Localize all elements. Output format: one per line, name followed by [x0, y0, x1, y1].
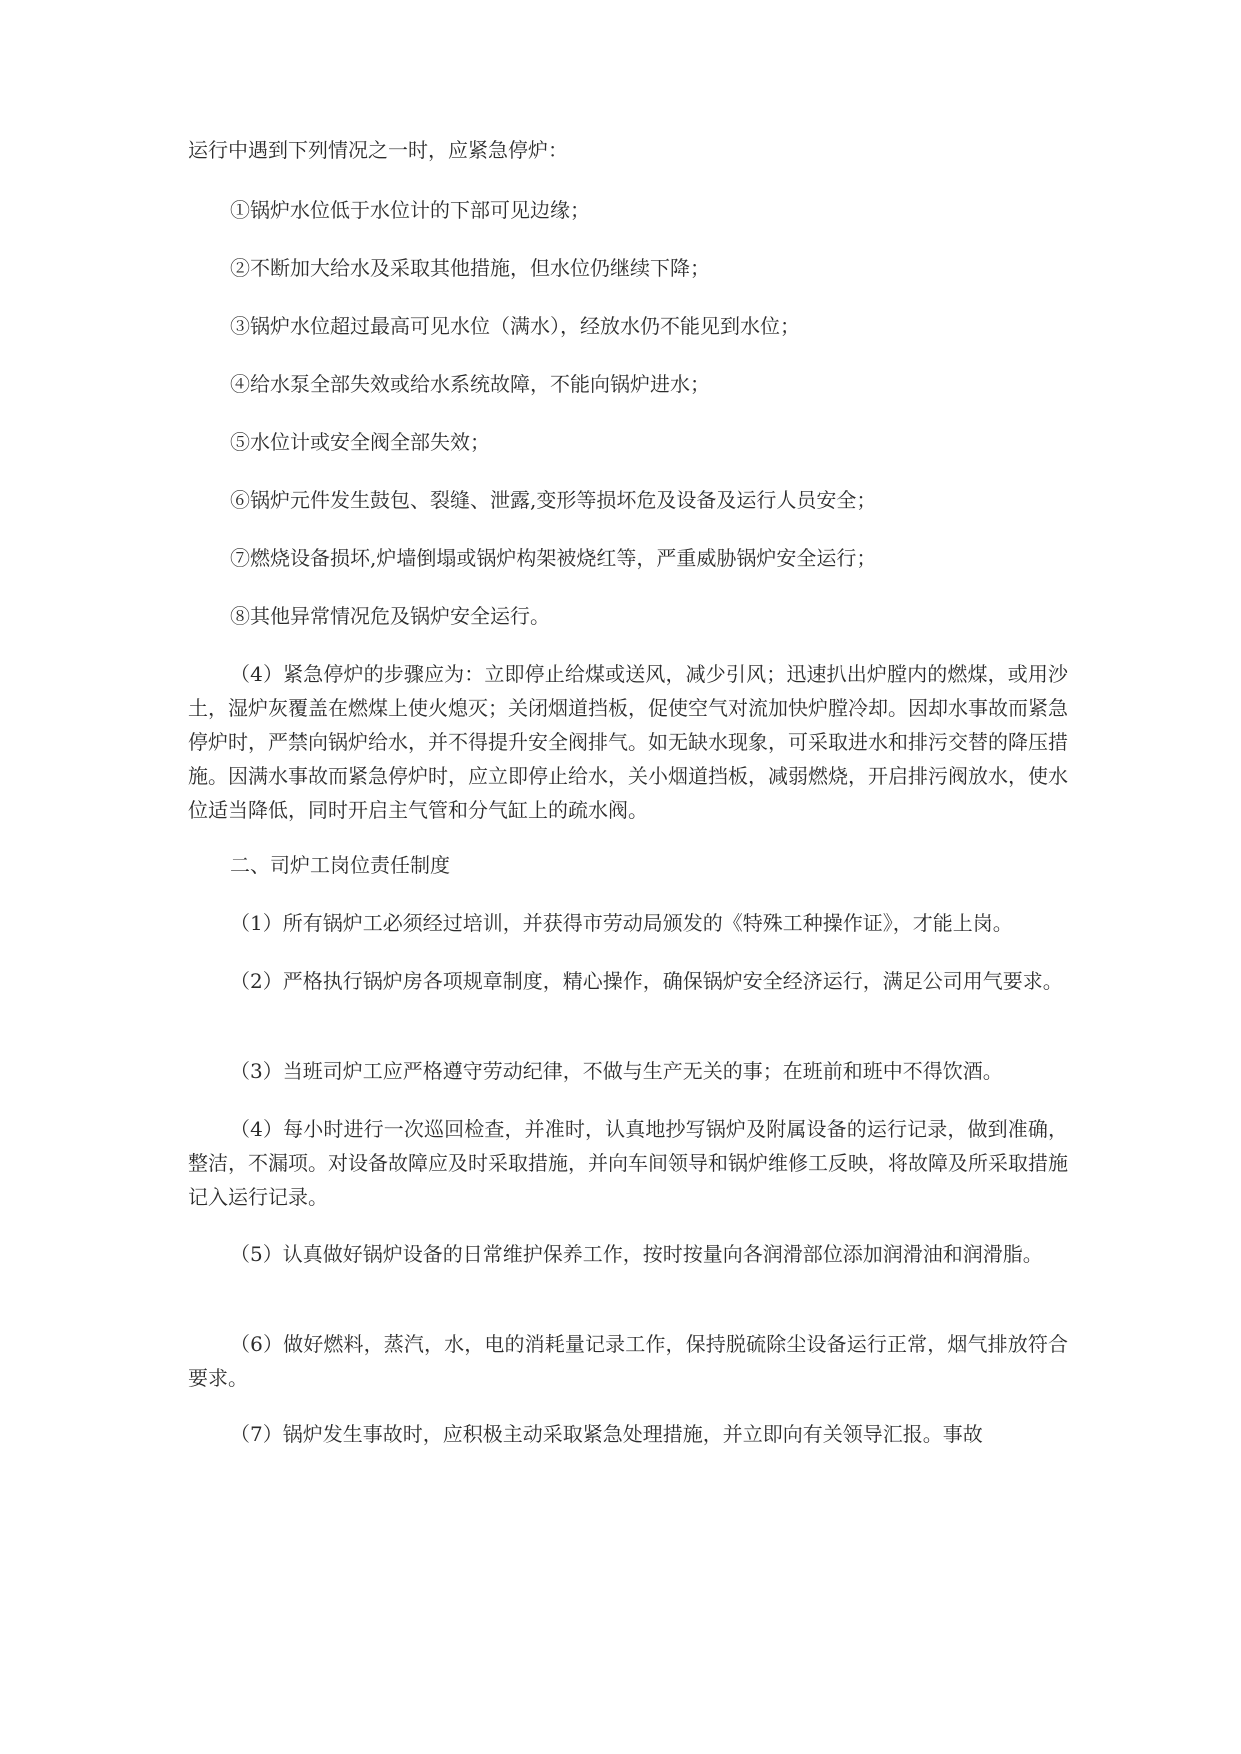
duty-paragraph: （4）每小时进行一次巡回检查，并准时，认真地抄写锅炉及附属设备的运行记录，做到准确，整洁，不漏项。对设备故障应及时采取措施，并向车间领导和锅炉维修工反映，将故障及所采取措施记入运行记录。: [188, 1117, 1068, 1209]
duty-paragraph: （5）认真做好锅炉设备的日常维护保养工作，按时按量向各润滑部位添加润滑油和润滑脂。: [230, 1242, 1043, 1266]
list-item: ④给水泵全部失效或给水系统故障，不能向锅炉进水；: [230, 372, 710, 396]
section-heading: 二、司炉工岗位责任制度: [230, 853, 450, 877]
duty-paragraph: （1）所有锅炉工必须经过培训，并获得市劳动局颁发的《特殊工种操作证》，才能上岗。: [230, 911, 1013, 935]
list-item: ②不断加大给水及采取其他措施，但水位仍继续下降；: [230, 256, 710, 280]
list-item: ⑤水位计或安全阀全部失效；: [230, 430, 490, 454]
list-item: ①锅炉水位低于水位计的下部可见边缘；: [230, 198, 590, 222]
emergency-steps-paragraph: （4）紧急停炉的步骤应为：立即停止给煤或送风，减少引风；迅速扒出炉膛内的燃煤，或用沙土，湿炉灰覆盖在燃煤上使火熄灭；关闭烟道挡板，促使空气对流加快炉膛冷却。因却水事故而紧急停炉时，严禁向锅炉给水，并不得提升安全阀排气。如无缺水现象，可采取进水和排污交替的降压措施。因满水事故而紧急停炉时，应立即停止给水，关小烟道挡板，减弱燃烧，开启排污阀放水，使水位适当降低，同时开启主气管和分气缸上的疏水阀。: [188, 662, 1068, 822]
list-item: ⑦燃烧设备损坏,炉墙倒塌或锅炉构架被烧红等，严重威胁锅炉安全运行；: [230, 546, 877, 570]
duty-paragraph: （3）当班司炉工应严格遵守劳动纪律，不做与生产无关的事；在班前和班中不得饮酒。: [230, 1059, 1003, 1083]
duty-paragraph: （2）严格执行锅炉房各项规章制度，精心操作，确保锅炉安全经济运行，满足公司用气要求。: [230, 969, 1063, 993]
intro-paragraph: 运行中遇到下列情况之一时，应紧急停炉：: [188, 138, 568, 162]
list-item: ⑧其他异常情况危及锅炉安全运行。: [230, 604, 550, 628]
list-item: ③锅炉水位超过最高可见水位（满水），经放水仍不能见到水位；: [230, 314, 800, 338]
duty-paragraph: （6）做好燃料，蒸汽，水，电的消耗量记录工作，保持脱硫除尘设备运行正常，烟气排放符合要求。: [188, 1332, 1068, 1390]
list-item: ⑥锅炉元件发生鼓包、裂缝、泄露,变形等损坏危及设备及运行人员安全；: [230, 488, 877, 512]
duty-paragraph: （7）锅炉发生事故时，应积极主动采取紧急处理措施，并立即向有关领导汇报。事故: [230, 1422, 983, 1446]
